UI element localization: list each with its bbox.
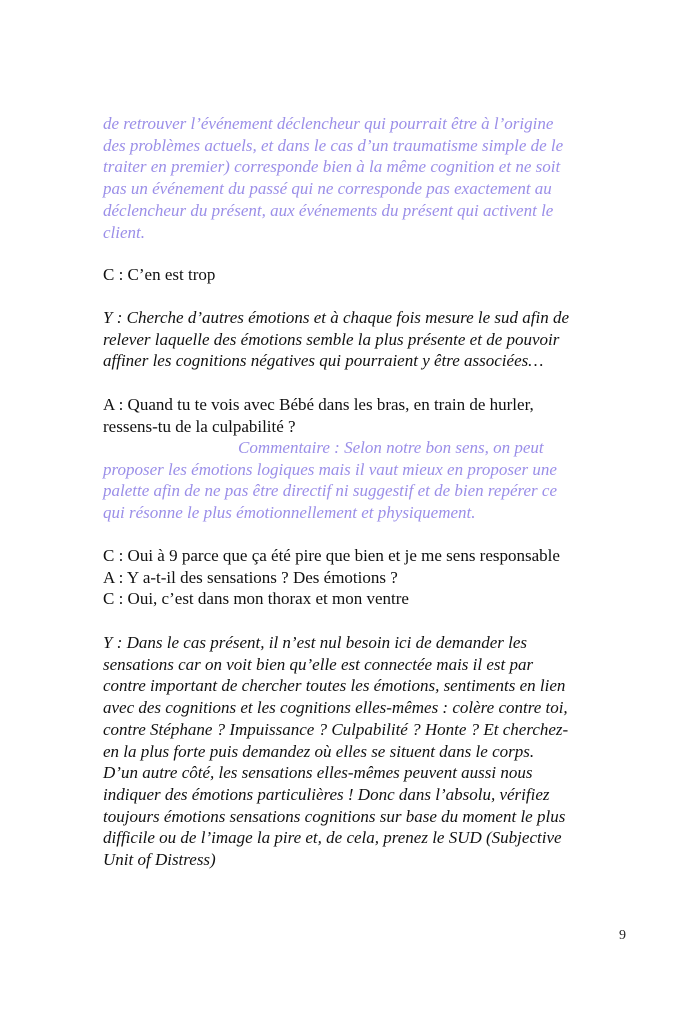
text-line: Y : Cherche d’autres émotions et à chaque fois mesure le sud afin de [103,308,570,327]
text-line: C : Oui, c’est dans mon thorax et mon ventre [103,589,409,609]
text-line: pas un événement du passé qui ne corresponde pas exactement au [103,179,552,199]
text-line: des problèmes actuels, et dans le cas d’un traumatisme simple de le [103,135,564,155]
text-line: relever laquelle des émotions semble la plus présente et de pouvoir [103,329,560,349]
text-line: avec des cognitions et les cognitions elles-mêmes : colère contre toi, [103,698,568,718]
therapist-note-1 [103,307,633,372]
text-line: qui résonne le plus émotionnellement et physiquement. [103,503,476,523]
text-line: D’un autre côté, les sensations elles-mêmes peuvent aussi nous [103,763,533,783]
comment-paragraph-top [103,113,633,243]
text-line: toujours émotions sensations cognitions sur base du moment le plus [103,806,566,826]
text-line: en la plus forte puis demandez où elles se situent dans le corps. [103,741,535,761]
text-line: Y : Dans le cas présent, il n’est nul besoin ici de demander les [103,633,527,652]
comment-paragraph-mid [103,437,633,524]
page-number: 9 [619,928,626,943]
text-line: C : Oui à 9 parce que ça été pire que bien et je me sens responsable [103,546,560,565]
text-line: A : Y a-t-il des sensations ? Des émotions ? [103,567,398,587]
text-line: proposer les émotions logiques mais il vaut mieux en proposer une [103,459,557,479]
text-line: traiter en premier) corresponde bien à la même cognition et ne soit [103,157,561,177]
text-line: ressens-tu de la culpabilité ? [103,416,296,436]
text-line: contre Stéphane ? Impuissance ? Culpabilité ? Honte ? Et cherchez- [103,719,569,739]
text-line: contre important de chercher toutes les émotions, sentiments en lien [103,676,566,696]
text-line: Unit of Distress) [103,850,216,870]
text-line: A : Quand tu te vois avec Bébé dans les bras, en train de hurler, [103,395,534,414]
text-line: difficile ou de l’image la pire et, de cela, prenez le SUD (Subjective [103,828,562,848]
text-line: Commentaire : Selon notre bon sens, on peut [238,438,544,457]
text-line: client. [103,222,146,242]
text-line: indiquer des émotions particulières ! Donc dans l’absolu, vérifiez [103,784,550,804]
dialogue-exchange [103,545,633,610]
text-line: de retrouver l’événement déclencheur qui pourrait être à l’origine [103,114,554,133]
text-line: palette afin de ne pas être directif ni suggestif et de bien repérer ce [103,481,557,501]
text-line: C : C’en est trop [103,265,216,284]
text-line: déclencheur du présent, aux événements du présent qui activent le [103,200,554,220]
text-line: affiner les cognitions négatives qui pourraient y être associées… [103,351,544,371]
text-line: sensations car on voit bien qu’elle est connectée mais il est par [103,654,534,674]
dialogue-therapist-question [103,394,633,437]
dialogue-client-1 [103,264,633,286]
therapist-note-2 [103,632,633,871]
